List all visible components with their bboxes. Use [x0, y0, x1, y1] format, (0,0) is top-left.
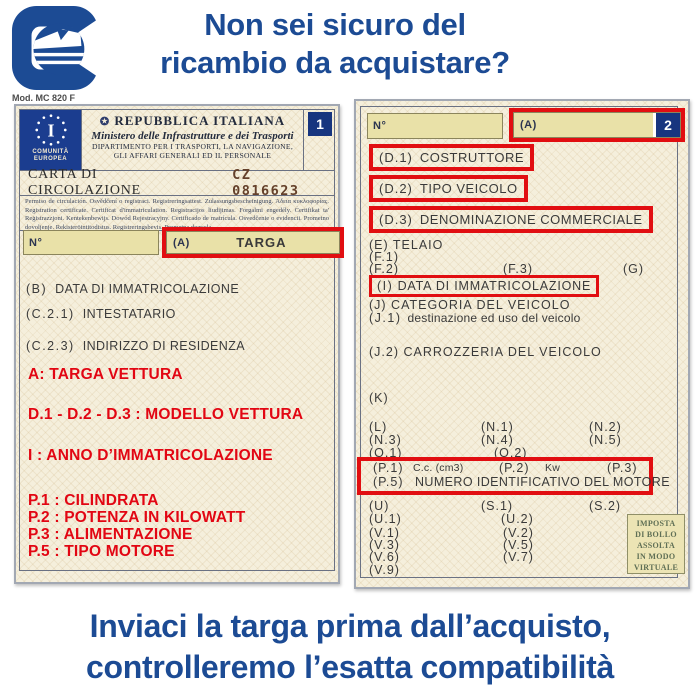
tipo-veicolo-highlight — [369, 175, 528, 202]
page1-form — [19, 109, 335, 571]
italy-emblem-icon: ✪ — [99, 116, 111, 128]
d2-label: TIPO VEICOLO — [419, 181, 518, 196]
doc-title: CARTA DI CIRCOLAZIONE — [28, 167, 142, 198]
p2-code: (P.2) — [499, 461, 530, 475]
row-n3 — [361, 433, 677, 446]
cell: (O.2) — [494, 446, 528, 460]
stamp-line: DI BOLLO — [635, 530, 677, 539]
doc-title-row — [20, 167, 334, 199]
page-number-cell — [303, 110, 334, 170]
row-b-label: DATA DI IMMATRICOLAZIONE — [55, 282, 240, 296]
plate-highlight-box — [509, 108, 685, 142]
costruttore-highlight — [369, 144, 534, 171]
row-f2 — [361, 262, 677, 275]
row-k — [361, 391, 677, 404]
eu-label-line1: COMUNITÀ — [32, 149, 69, 155]
row-c21 — [26, 307, 176, 321]
footer-line-2: controlleremo l’esatta compatibilità — [86, 649, 614, 685]
republic-text: REPUBBLICA ITALIANA — [114, 113, 286, 128]
row-c21-label: INTESTATARIO — [82, 307, 176, 321]
p1-code: (P.1) — [373, 461, 404, 475]
multilingual-text: Permiso de circulación. Osvědčení o registraci. Registreringsattest. Zulassungsbescheinigung. Άδεια κυκλοφορίας. Registration certificate. Certificat d'immatriculation. Registracijos liudijimas. Forgalmi engedély. Ċertifikat ta' Reġistrazzjoni. Kentekenbewijs. Dowód Rejestracyjny. Certificado de matrícula. Osvedčenie o evidencii. Prometno dovoljenje. Rekisteröintitodistus. Registreringsbevis. Prometna dozvola. — [20, 196, 334, 231]
cell: (U) — [369, 499, 390, 513]
p5-label: NUMERO IDENTIFICATIVO DEL MOTORE — [415, 475, 670, 489]
annotation-anno: I : ANNO D’IMMATRICOLAZIONE — [28, 447, 273, 464]
p3-code: (P.3) — [607, 461, 638, 475]
field-number-2-label: N° — [373, 120, 387, 132]
field-a-code: (A) — [173, 236, 190, 249]
cell: (N.2) — [589, 420, 622, 434]
d3-label: DENOMINAZIONE COMMERCIALE — [419, 212, 643, 227]
denominazione-highlight — [369, 206, 653, 233]
cell: (N.3) — [369, 433, 402, 447]
doc-serial: CZ 0816623 — [232, 167, 300, 199]
motore-highlight-box — [357, 457, 670, 495]
eu-stars-icon — [22, 111, 80, 149]
doc-model-ref: Mod. MC 820 F — [12, 93, 76, 103]
cell: (J.2) CARROZZERIA DEL VEICOLO — [369, 345, 602, 359]
row-j1 — [361, 311, 677, 324]
cell — [369, 311, 580, 325]
stamp-line: VIRTUALE — [633, 563, 679, 572]
p5-code: (P.5) — [373, 475, 404, 489]
page2-number-badge: 2 — [653, 113, 680, 137]
targa-highlight-box — [162, 227, 344, 258]
row-c23-code: (C.2.3) — [26, 339, 75, 353]
d1-label: COSTRUTTORE — [419, 150, 525, 165]
cell: (N.5) — [589, 433, 622, 447]
stamp-line: IN MODO — [636, 552, 676, 561]
annotation-targa: A: TARGA VETTURA — [28, 366, 183, 383]
cell: (J) CATEGORIA DEL VEICOLO — [369, 298, 571, 312]
footer-message — [0, 606, 700, 688]
department-line1: DIPARTIMENTO PER I TRASPORTI, LA NAVIGAZIONE, — [91, 142, 294, 151]
cell: (V.9) — [369, 563, 400, 577]
cell: (O.1) — [369, 446, 403, 460]
i-label: DATA DI IMMATRICOLAZIONE — [397, 279, 592, 293]
p1-unit: C.c. (cm3) — [413, 462, 464, 474]
j1-label: destinazione ed uso del veicolo — [407, 311, 581, 325]
d3-code: (D.3) — [379, 212, 413, 227]
bollo-stamp — [627, 514, 685, 574]
cell: (E) TELAIO — [369, 238, 444, 252]
field-number-2 — [367, 113, 503, 139]
cell: (F.3) — [503, 262, 533, 276]
cell: (V.7) — [503, 550, 534, 564]
footer-line-1: Inviaci la targa prima dall’acquisto, — [89, 608, 611, 644]
field-number-label: N° — [29, 236, 43, 249]
cell: (S.2) — [589, 499, 622, 513]
cell: (L) — [369, 420, 388, 434]
annotation-modello: D.1 - D.2 - D.3 : MODELLO VETTURA — [28, 406, 304, 423]
page2-form — [360, 106, 678, 578]
p-row-2 — [361, 475, 670, 489]
annotation-potenza: P.2 : POTENZA IN KILOWATT — [28, 509, 246, 526]
field-a-value: TARGA — [236, 235, 287, 250]
row-c21-code: (C.2.1) — [26, 307, 75, 321]
d2-code: (D.2) — [379, 181, 413, 196]
d1-code: (D.1) — [379, 150, 413, 165]
row-b — [26, 282, 239, 296]
page-title — [70, 6, 600, 82]
row-c23 — [26, 339, 245, 353]
eu-label-line2: EUROPEA — [33, 156, 68, 162]
cell: (V.5) — [503, 538, 534, 552]
registration-card-page2 — [354, 99, 690, 589]
cell: (U.1) — [369, 512, 402, 526]
republic-title — [82, 113, 303, 129]
annotation-tipo-motore: P.5 : TIPO MOTORE — [28, 543, 175, 560]
field-a-2 — [513, 112, 681, 138]
page1-number-badge: 1 — [308, 112, 332, 136]
eu-emblem — [20, 110, 82, 170]
i-code: (I) — [377, 279, 394, 293]
page1-header — [20, 110, 334, 171]
p2-unit: Kw — [545, 462, 560, 474]
cell: (V.6) — [369, 550, 400, 564]
j1-code: (J.1) — [369, 311, 402, 325]
row-u — [361, 499, 677, 512]
cell: (F.2) — [369, 262, 399, 276]
field-number — [23, 230, 159, 255]
p-row-1 — [361, 461, 649, 475]
field-a-2-code: (A) — [520, 119, 537, 131]
cell: (U.2) — [501, 512, 534, 526]
row-c23-label: INDIRIZZO DI RESIDENZA — [82, 339, 245, 353]
immatricolazione-highlight — [369, 275, 599, 297]
department-line2: GLI AFFARI GENERALI ED IL PERSONALE — [113, 151, 272, 160]
title-line-2: ricambio da acquistare? — [160, 45, 510, 80]
cell: (F.1) — [369, 250, 399, 264]
cell: (G) — [623, 262, 645, 276]
stamp-line: IMPOSTA — [636, 519, 676, 528]
cell: (N.1) — [481, 420, 514, 434]
cell: (K) — [369, 391, 389, 405]
title-line-1: Non sei sicuro del — [204, 7, 466, 42]
row-j2 — [361, 345, 677, 358]
cell: (V.2) — [503, 526, 534, 540]
row-j — [361, 298, 677, 311]
cell: (S.1) — [481, 499, 514, 513]
cell: (V.3) — [369, 538, 400, 552]
ministry-name: Ministero delle Infrastrutture e dei Trasporti — [91, 130, 294, 142]
annotation-cilindrata: P.1 : CILINDRATA — [28, 492, 159, 509]
field-targa — [166, 231, 340, 254]
row-l — [361, 420, 677, 433]
cell: (V.1) — [369, 526, 400, 540]
cell: (N.4) — [481, 433, 514, 447]
row-b-code: (B) — [26, 282, 48, 296]
stamp-line: ASSOLTA — [636, 541, 676, 550]
ministry-header — [82, 110, 303, 170]
svg-text:I: I — [46, 120, 55, 141]
annotation-alimentazione: P.3 : ALIMENTAZIONE — [28, 526, 193, 543]
registration-card-page1 — [14, 104, 340, 584]
